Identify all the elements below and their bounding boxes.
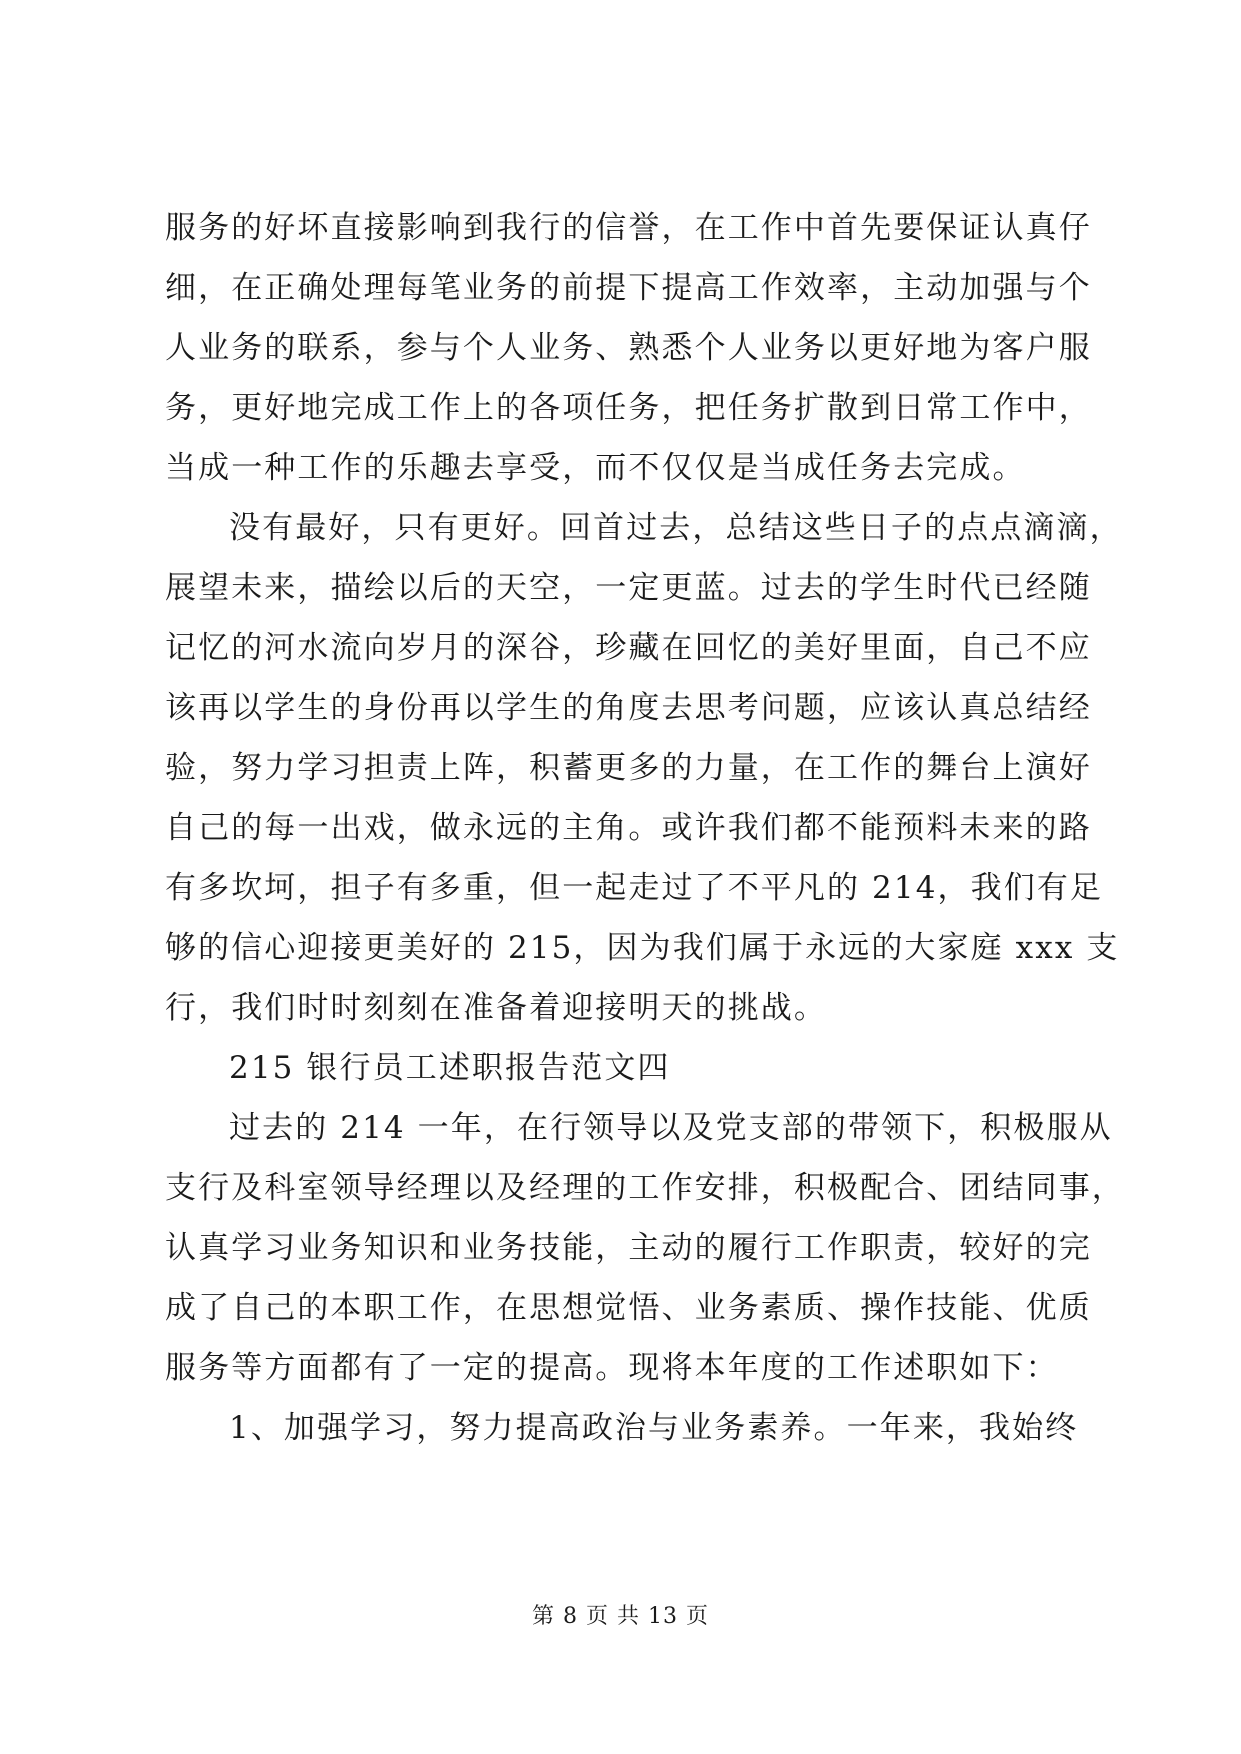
text-line: 人业务的联系，参与个人业务、熟悉个人业务以更好地为客户服 [165,330,1092,366]
text-line: 务，更好地完成工作上的各项任务，把任务扩散到日常工作中， [165,390,1092,426]
text-line: 行，我们时时刻刻在准备着迎接明天的挑战。 [165,990,827,1026]
text-line: 没有最好，只有更好。回首过去，总结这些日子的点点滴滴， [229,510,1123,546]
text-line: 1、加强学习，努力提高政治与业务素养。一年来，我始终 [229,1410,1079,1446]
text-line: 展望未来，描绘以后的天空，一定更蓝。过去的学生时代已经随 [165,570,1092,606]
text-line: 过去的 214 一年，在行领导以及党支部的带领下，积极服从 [229,1110,1113,1146]
text-line: 服务等方面都有了一定的提高。现将本年度的工作述职如下： [165,1350,1059,1386]
text-line: 验，努力学习担责上阵，积蓄更多的力量，在工作的舞台上演好 [165,750,1092,786]
page-footer: 第 8 页 共 13 页 [532,1604,709,1629]
text-line: 该再以学生的身份再以学生的角度去思考问题，应该认真总结经 [165,690,1092,726]
text-line: 够的信心迎接更美好的 215，因为我们属于永远的大家庭 xxx 支 [165,930,1120,966]
section-heading: 215 银行员工述职报告范文四 [229,1050,671,1086]
text-line: 服务的好坏直接影响到我行的信誉，在工作中首先要保证认真仔 [165,210,1092,246]
text-line: 细，在正确处理每笔业务的前提下提高工作效率，主动加强与个 [165,270,1092,306]
text-line: 支行及科室领导经理以及经理的工作安排，积极配合、团结同事， [165,1170,1125,1206]
text-line: 成了自己的本职工作，在思想觉悟、业务素质、操作技能、优质 [165,1290,1092,1326]
text-line: 有多坎坷，担子有多重，但一起走过了不平凡的 214，我们有足 [165,870,1104,906]
text-line: 自己的每一出戏，做永远的主角。或许我们都不能预料未来的路 [165,810,1092,846]
text-line: 认真学习业务知识和业务技能，主动的履行工作职责，较好的完 [165,1230,1092,1266]
text-line: 记忆的河水流向岁月的深谷，珍藏在回忆的美好里面，自己不应 [165,630,1092,666]
text-line: 当成一种工作的乐趣去享受，而不仅仅是当成任务去完成。 [165,450,1026,486]
